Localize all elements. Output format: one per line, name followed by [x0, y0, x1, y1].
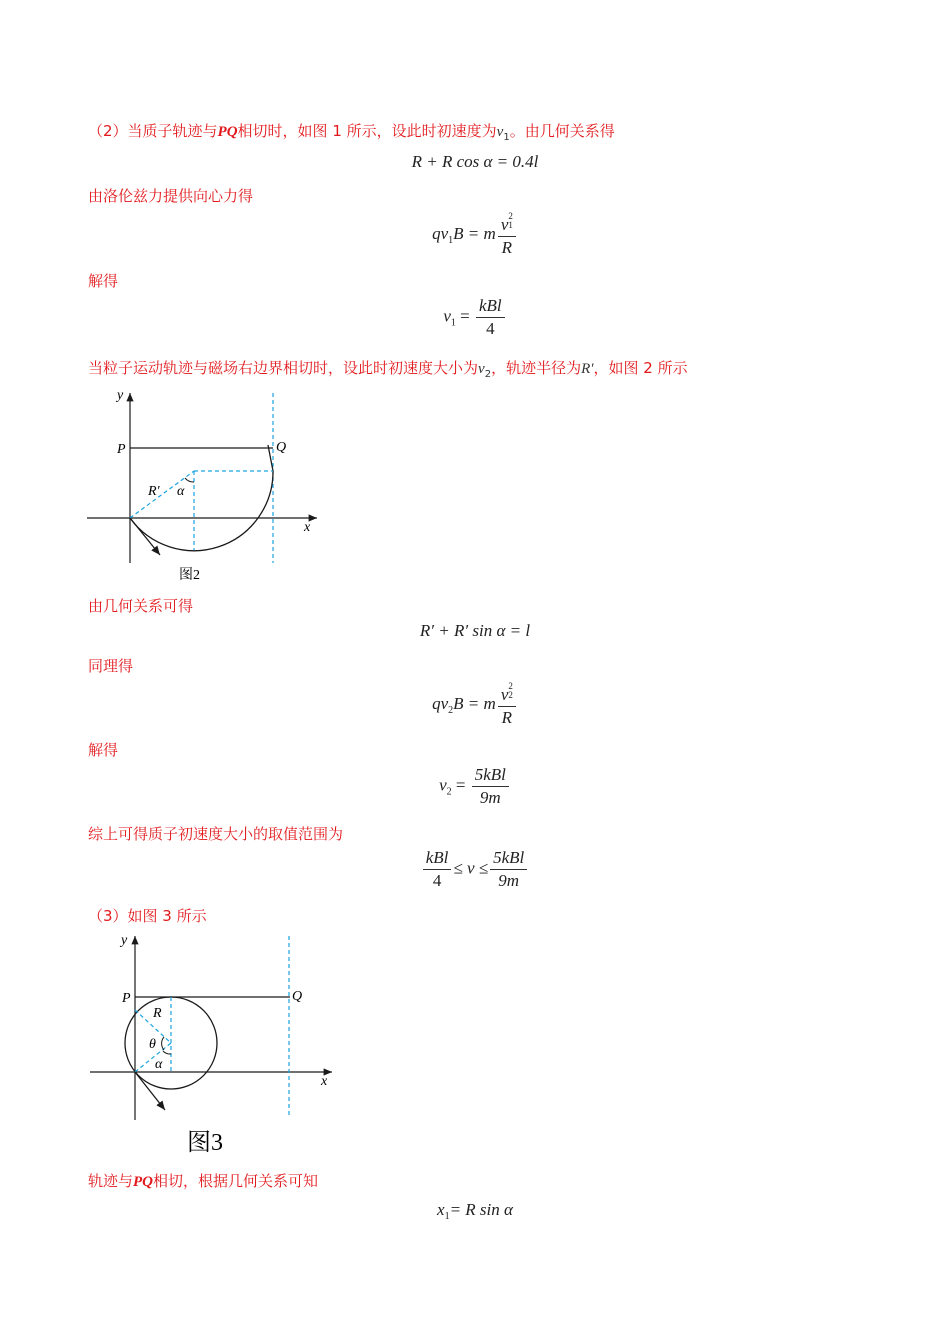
- r-prime-label: R′: [148, 484, 160, 499]
- eq-lhs: qv: [432, 693, 449, 713]
- text-segment: ，轨迹半径为: [491, 359, 582, 377]
- denominator: 4: [486, 319, 495, 338]
- denominator: R: [501, 238, 513, 257]
- numerator-v: v: [500, 685, 509, 704]
- denominator: 4: [432, 871, 442, 890]
- y-label: y: [117, 388, 124, 403]
- theta-angle-arc: [162, 1037, 164, 1050]
- figure-2-diagram: [85, 385, 325, 590]
- text-segment: 。由几何关系得: [509, 122, 615, 140]
- denominator: 9m: [479, 788, 501, 807]
- velocity-arrow: [135, 1072, 165, 1110]
- fraction-lower: [423, 848, 452, 891]
- equation-velocity-range: [0, 848, 950, 891]
- paragraph-geometry-2: 由几何关系可得: [88, 597, 194, 615]
- equation-x1: [0, 1200, 950, 1222]
- eq-subscript: 1: [444, 1211, 450, 1222]
- equation-geometry-1: R + R cos α = 0.4l: [411, 152, 539, 171]
- eq-rhs: = R sin α: [449, 1200, 513, 1219]
- text-segment: 轨迹与: [88, 1172, 134, 1190]
- x-label: x: [321, 1074, 328, 1089]
- denominator: 9m: [498, 871, 520, 890]
- numerator: 5kBl: [490, 848, 527, 870]
- numerator-sub: 2: [508, 690, 513, 700]
- eq-lhs: v: [443, 306, 451, 326]
- inequality: ≤ v ≤: [453, 858, 489, 878]
- equation-geometry-2: R′ + R′ sin α = l: [419, 621, 531, 640]
- alpha-label: α: [155, 1057, 163, 1072]
- text-segment: 相切，根据几何关系可知: [153, 1172, 319, 1190]
- eq-subscript: 1: [450, 317, 456, 329]
- paragraph-tangent-pq: [88, 1170, 318, 1191]
- velocity-arrow: [130, 518, 160, 555]
- paragraph-lorentz: 由洛伦兹力提供向心力得: [88, 187, 254, 205]
- equation-v2-result: $v_2$ = $\frac{\text{5kBl}}{9m}$: [0, 765, 950, 808]
- q-label: Q: [276, 440, 287, 455]
- numerator: 5kBl: [472, 765, 509, 787]
- paragraph-part3-intro: （3）如图 3 所示: [88, 907, 207, 925]
- numerator: kBl: [423, 848, 452, 870]
- pq-label: PQ: [133, 1174, 154, 1190]
- numerator-sup: 2: [508, 681, 513, 691]
- v-subscript: 2: [484, 369, 492, 380]
- r-label: R: [153, 1006, 162, 1021]
- text-segment: ，如图 2 所示: [593, 359, 688, 377]
- eq-subscript: 1: [448, 234, 454, 246]
- paragraph-range: 综上可得质子初速度大小的取值范围为: [88, 825, 344, 843]
- alpha-label: α: [177, 484, 185, 499]
- figure-3-caption: 图3: [187, 1130, 223, 1156]
- fraction: [498, 682, 516, 728]
- v-symbol: v: [478, 361, 485, 377]
- numerator-v: v: [500, 215, 509, 234]
- radius-dashed: [130, 471, 194, 518]
- p-label: P: [117, 442, 126, 457]
- alpha-angle-arc: [163, 1051, 171, 1054]
- eq-lhs-tail: B = m: [453, 223, 496, 243]
- fraction-upper: [490, 848, 527, 891]
- fraction: [472, 765, 509, 808]
- r-prime-symbol: R′: [581, 361, 594, 377]
- text-segment: （2）当质子轨迹与: [88, 122, 218, 140]
- pq-label: PQ: [217, 124, 238, 140]
- alpha-angle-arc: [185, 478, 194, 482]
- numerator: kBl: [476, 296, 505, 318]
- equation-v1-result: $v_1$ = $\frac{\text{kBl}}{4}$: [0, 296, 950, 339]
- x-label: x: [304, 520, 311, 535]
- figure-3-diagram: [85, 930, 345, 1160]
- paragraph-solve-1: 解得: [88, 272, 119, 290]
- paragraph-right-boundary: [88, 357, 688, 380]
- figure-2-caption: 图2: [179, 568, 200, 583]
- paragraph-similarly: 同理得: [88, 657, 134, 675]
- paragraph-solve-2: 解得: [88, 741, 119, 759]
- v-subscript: 1: [503, 132, 510, 143]
- fraction: [476, 296, 505, 339]
- eq-lhs: qv: [432, 223, 449, 243]
- equation-lorentz-1: [0, 212, 950, 258]
- text-segment: 当粒子运动轨迹与磁场右边界相切时，设此时初速度大小为: [88, 359, 479, 377]
- q-label: Q: [292, 989, 303, 1004]
- p-label: P: [122, 991, 131, 1006]
- numerator-sup: 2: [508, 211, 513, 221]
- eq-lhs: v: [439, 775, 447, 795]
- equation-lorentz-2: [0, 682, 950, 728]
- v-symbol: v: [496, 124, 504, 140]
- text-segment: 相切时，如图 1 所示，设此时初速度为: [237, 122, 497, 140]
- eq-lhs-tail: B = m: [453, 693, 496, 713]
- theta-label: θ: [149, 1037, 156, 1052]
- eq-lhs: x: [437, 1200, 445, 1219]
- eq-subscript: 2: [448, 704, 454, 716]
- paragraph-part2-intro: [88, 120, 615, 143]
- y-label: y: [121, 933, 128, 948]
- eq-subscript: 2: [446, 786, 452, 798]
- fraction: [498, 212, 516, 258]
- denominator: R: [501, 708, 513, 727]
- numerator-sub: 1: [508, 220, 513, 230]
